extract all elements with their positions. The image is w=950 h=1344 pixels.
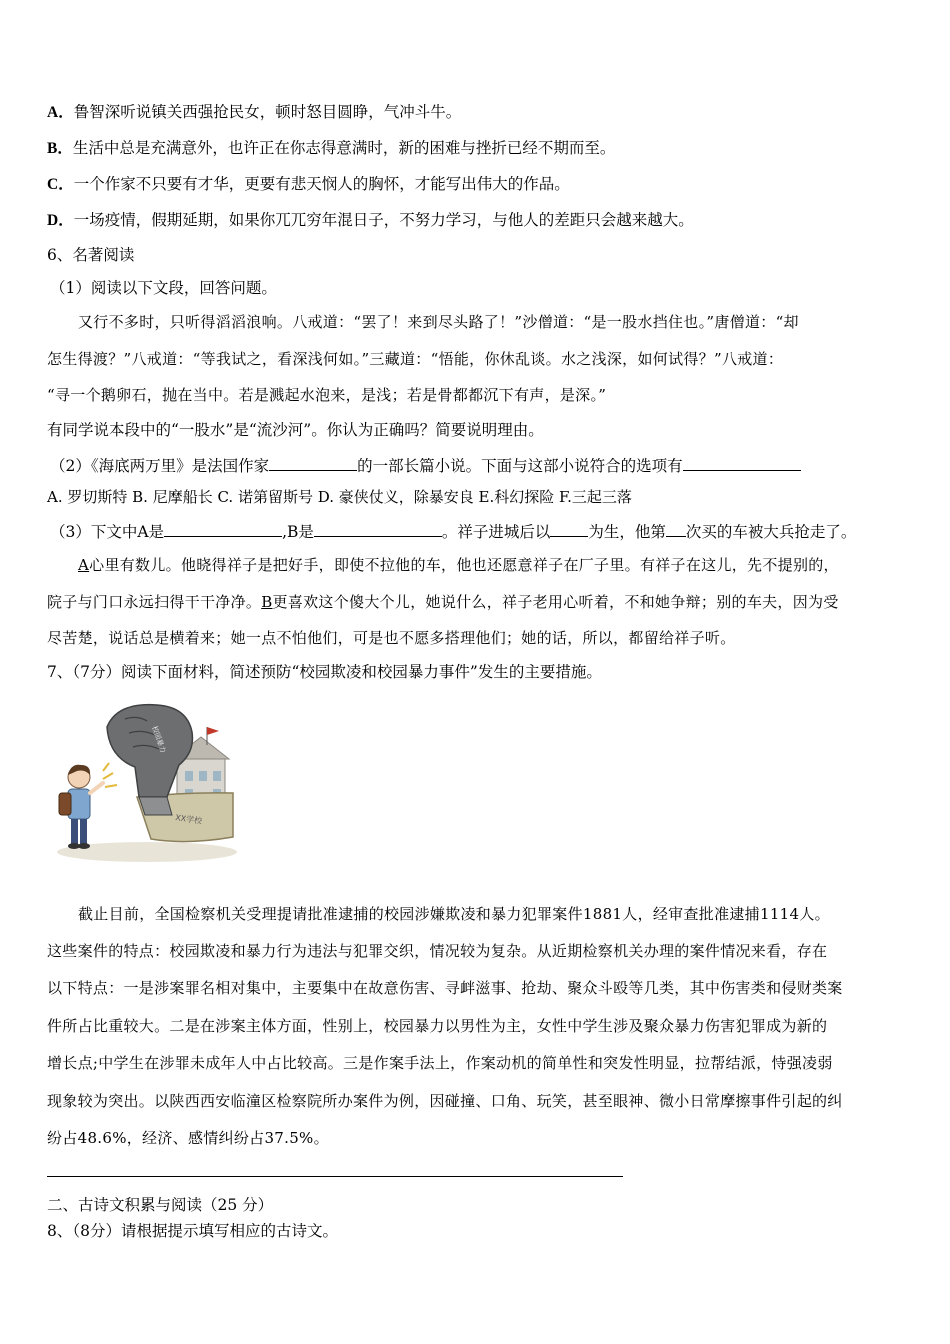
option-d	[47, 210, 694, 231]
author-answer-blank[interactable]	[269, 454, 357, 471]
option-text: 生活中总是充满意外，也许正在你志得意满时，新的困难与挫折已经不期而至。	[72, 139, 616, 157]
marker-b: B	[261, 593, 273, 611]
option-text: 一个作家不只要有才华，更要有悲天悯人的胸怀，才能写出伟大的作品。	[73, 175, 570, 193]
occupation-answer-blank[interactable]	[550, 520, 588, 537]
q6-part2-options: A. 罗切斯特 B. 尼摩船长 C. 诺第留斯号 D. 豪侠仗义，除暴安良 E.科幻探险 F.三起三落	[47, 488, 632, 506]
q6-part3-passage-line	[47, 592, 839, 612]
option-key: B．	[47, 140, 73, 157]
school-violence-illustration	[47, 697, 241, 869]
marker-a: A	[78, 556, 90, 574]
options-answer-blank[interactable]	[683, 454, 801, 471]
q6-part3-text-a: （3）下文中A是	[50, 523, 165, 541]
q6-part3-question	[50, 520, 856, 542]
passage-text: 心里有数儿。他晓得祥子是把好手，即使不拉他的车，他也还愿意祥子在厂子里。有祥子在这儿，先不提别的，	[89, 556, 839, 574]
q7-material-line: 纷占48.6%，经济、感情纠纷占37.5%。	[47, 1129, 329, 1147]
q6-title: 6、名著阅读	[47, 246, 135, 264]
q6-part3-passage-line: 尽苦楚，说话总是横着来；她一点不怕他们，可是也不愿多搭理他们；她的话，所以，都留给祥子听。	[47, 629, 736, 647]
q6-part3-text-e: 次买的车被大兵抢走了。	[685, 523, 857, 541]
option-text: 鲁智深听说镇关西强抢民女，顿时怒目圆睁，气冲斗牛。	[73, 103, 462, 121]
q7-material-line: 增长点;中学生在涉罪未成年人中占比较高。三是作案手法上，作案动机的简单性和突发性明显，拉帮结派，恃强凌弱	[47, 1054, 833, 1072]
q6-passage-line: “寻一个鹅卵石，抛在当中。若是溅起水泡来，是浅；若是骨都都沉下有声，是深。”	[47, 386, 607, 404]
alarm-lines	[103, 763, 117, 787]
a-answer-blank[interactable]	[164, 520, 282, 537]
q6-part3-text-d: 为生，他第	[588, 523, 666, 541]
q7-material-line: 现象较为突出。以陕西西安临潼区检察院所办案件为例，因碰撞、口角、玩笑，甚至眼神、微小日常摩擦事件引起的纠	[47, 1092, 843, 1110]
passage-text: 院子与门口永远扫得干干净净。	[47, 593, 262, 611]
q6-part1-heading: （1）阅读以下文段，回答问题。	[50, 279, 277, 297]
q7-title: 7、（7分）阅读下面材料，简述预防“校园欺凌和校园暴力事件”发生的主要措施。	[47, 663, 602, 681]
q6-part3-text-b: ,B是	[282, 523, 314, 541]
boy-figure	[59, 765, 103, 849]
q6-passage-line: 又行不多时，只听得滔滔浪响。八戒道：“罢了！来到尽头路了！”沙僧道：“是一股水挡住也。”唐僧道：“却	[78, 313, 799, 331]
q6-part2-question	[50, 454, 801, 476]
b-answer-blank[interactable]	[314, 520, 442, 537]
answer-rule-line	[47, 1176, 623, 1177]
q6-part3-text-c: 。祥子进城后以	[441, 523, 551, 541]
passage-text: 更喜欢这个傻大个儿，她说什么，祥子老用心听着，不和她争辩；别的车夫，因为受	[272, 593, 839, 611]
q7-material-line: 截止目前，全国检察机关受理提请批准逮捕的校园涉嫌欺凌和暴力犯罪案件1881人，经审查批准逮捕1114人。	[78, 905, 830, 923]
option-b	[47, 138, 615, 159]
q6-part2-text-a: （2）《海底两万里》是法国作家	[50, 457, 270, 475]
fist-label: 校园暴力	[150, 724, 168, 754]
q7-material-line: 以下特点：一是涉案罪名相对集中，主要集中在故意伤害、寻衅滋事、抢劫、聚众斗殴等几类，其中伤害类和侵财类案	[47, 979, 843, 997]
count-answer-blank[interactable]	[666, 520, 686, 537]
option-key: C．	[47, 176, 74, 193]
option-key: A．	[47, 104, 74, 121]
q6-part2-text-b: 的一部长篇小说。下面与这部小说符合的选项有	[357, 457, 683, 475]
option-c	[47, 174, 570, 195]
school-label: XX学校	[174, 813, 203, 826]
option-text: 一场疫情，假期延期，如果你兀兀穷年混日子，不努力学习，与他人的差距只会越来越大。	[73, 211, 694, 229]
q8-title: 8、（8分）请根据提示填写相应的古诗文。	[47, 1222, 338, 1240]
q6-passage-line: 怎生得渡？”八戒道：“等我试之，看深浅何如。”三藏道：“悟能，你休乱谈。水之浅深，如何试得？”八戒道：	[47, 350, 784, 368]
q7-material-line: 这些案件的特点：校园欺凌和暴力行为违法与犯罪交织，情况较为复杂。从近期检察机关办理的案件情况来看，存在	[47, 942, 828, 960]
q6-part1-question: 有同学说本段中的“一股水”是“流沙河”。你认为正确吗？简要说明理由。	[47, 421, 544, 439]
section2-title: 二、古诗文积累与阅读（25 分）	[47, 1196, 274, 1214]
q6-part3-passage-line	[78, 555, 839, 575]
q7-material-line: 件所占比重较大。二是在涉案主体方面，性别上，校园暴力以男性为主，女性中学生涉及聚众暴力伤害犯罪成为新的	[47, 1017, 828, 1035]
option-key: D．	[47, 212, 74, 229]
option-a	[47, 102, 461, 123]
